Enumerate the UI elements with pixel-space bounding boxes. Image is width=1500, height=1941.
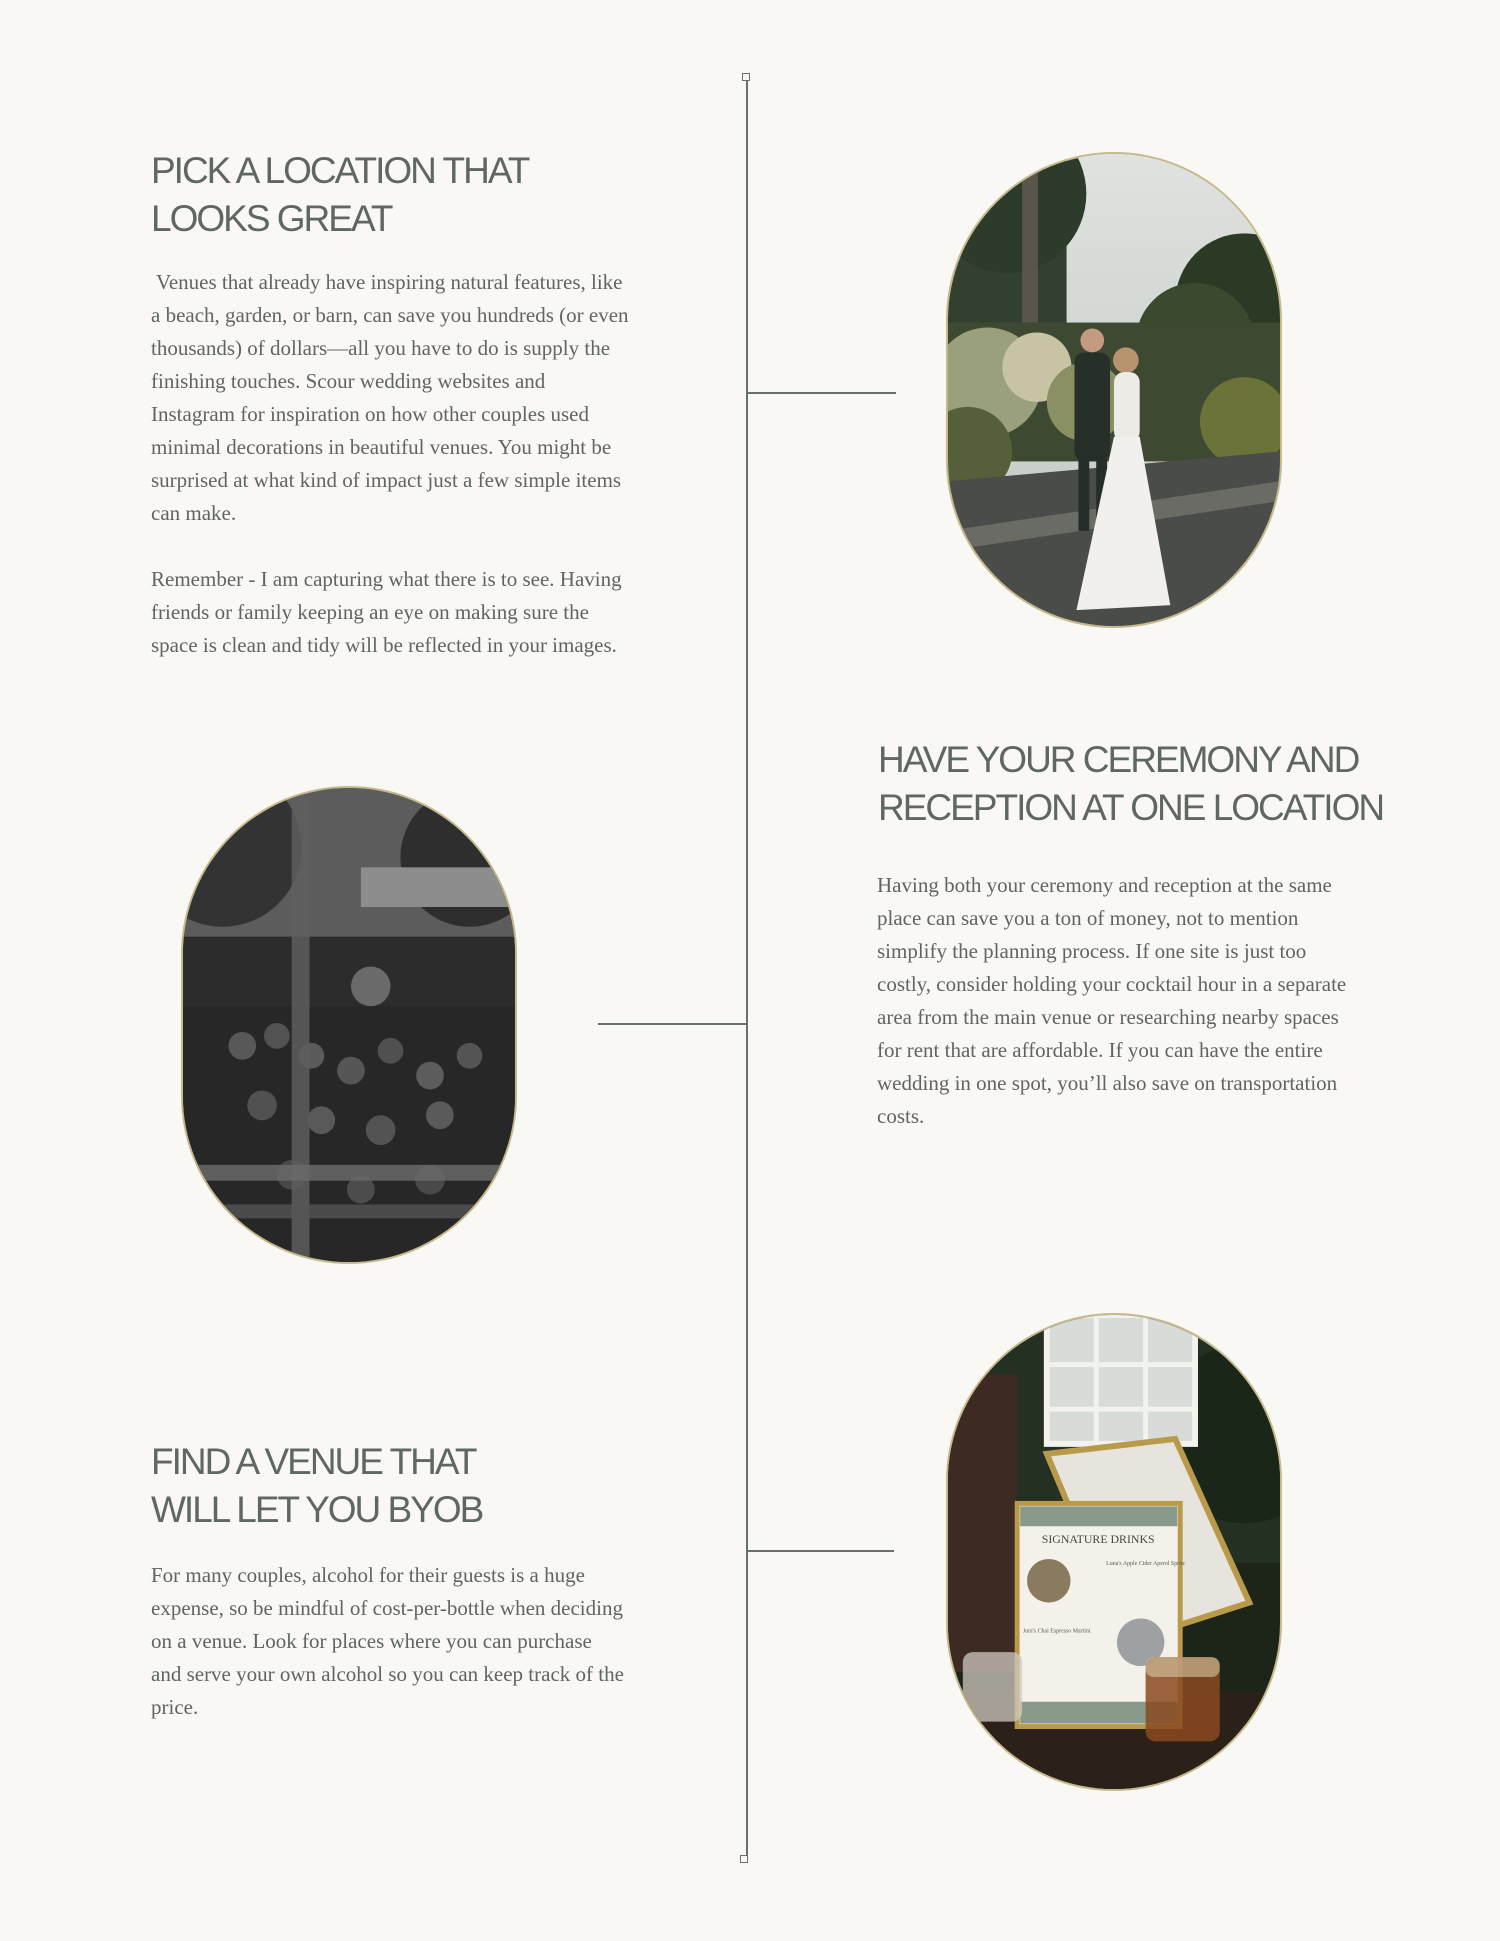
section-body-ceremony-reception — [877, 869, 1362, 1133]
section-body-pick-location — [151, 266, 631, 662]
paragraph: Venues that already have inspiring natural features, like a beach, garden, or barn, can save you hundreds (or even thousands) of dollars—all you have to do is supply the finishing touches. Scour wedding websites and Instagram for inspiration on how other couples used minimal decorations in beautiful venues. You might be surprised at what kind of impact just a few simple items can make. — [151, 270, 629, 525]
sign-title: SIGNATURE DRINKS — [1041, 1532, 1155, 1547]
drink-two-label: Juni's Chai Espresso Martini — [1022, 1628, 1091, 1635]
section-heading-pick-location — [151, 147, 528, 243]
paragraph: Having both your ceremony and reception at the same place can save you a ton of money, not to mention simplify the planning process. If one site is just too costly, consider holding your cocktail hour in a separate area from the main venue or researching nearby spaces for rent that are affordable. If you can have the entire wedding in one spot, you’ll also save on transportation costs. — [877, 873, 1347, 1128]
heading-line: RECEPTION AT ONE LOCATION — [878, 787, 1384, 828]
heading-line: LOOKS GREAT — [151, 198, 392, 239]
timeline-bottom-cap — [740, 1855, 748, 1863]
timeline-line — [746, 77, 748, 1859]
signature-drinks-photo — [946, 1313, 1282, 1791]
timeline-top-cap — [742, 73, 750, 81]
paragraph: For many couples, alcohol for their guests is a huge expense, so be mindful of cost-per-bottle when deciding on a venue. Look for places where you can purchase and serve your own alcohol so you can keep track of the price. — [151, 1563, 624, 1719]
paragraph: Remember - I am capturing what there is to see. Having friends or family keeping an eye on making sure the space is clean and tidy will be reflected in your images. — [151, 567, 622, 657]
timeline-connector-1 — [748, 392, 896, 394]
guests-through-window-image — [183, 788, 515, 1262]
couple-walking-photo — [946, 152, 1282, 628]
heading-line: PICK A LOCATION THAT — [151, 150, 529, 191]
section-body-byob — [151, 1559, 626, 1724]
guests-through-window-photo — [181, 786, 517, 1264]
section-heading-byob — [151, 1438, 482, 1534]
timeline-connector-2 — [598, 1023, 746, 1025]
couple-walking-image — [948, 154, 1280, 626]
heading-line: WILL LET YOU BYOB — [151, 1489, 483, 1530]
signature-drinks-image — [948, 1315, 1280, 1789]
drink-one-label: Luna's Apple Cider Aperol Spritz — [1106, 1560, 1186, 1567]
section-heading-ceremony-reception — [878, 736, 1383, 832]
heading-line: HAVE YOUR CEREMONY AND — [878, 739, 1359, 780]
timeline-connector-3 — [746, 1550, 894, 1552]
heading-line: FIND A VENUE THAT — [151, 1441, 476, 1482]
